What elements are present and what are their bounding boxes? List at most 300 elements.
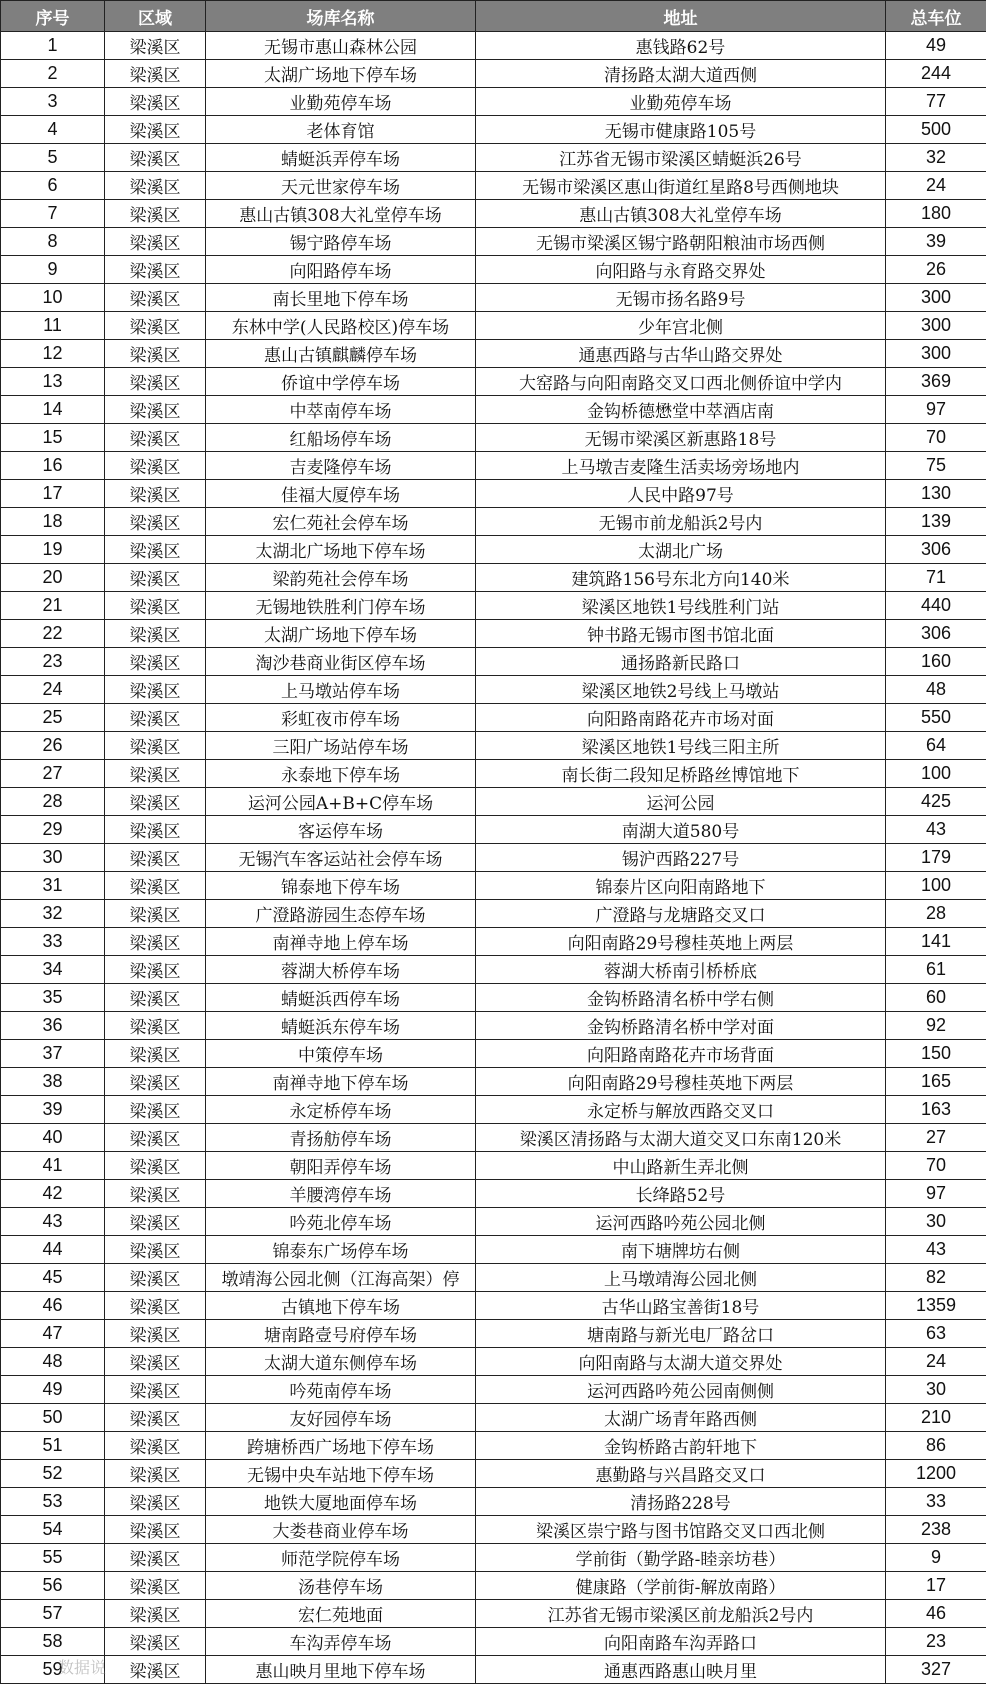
- cell-district: 梁溪区: [105, 1208, 206, 1236]
- cell-index: 21: [1, 592, 105, 620]
- cell-district: 梁溪区: [105, 1012, 206, 1040]
- cell-lot-name: 东林中学(人民路校区)停车场: [206, 312, 476, 340]
- table-row: [1, 256, 986, 284]
- cell-total-spaces: 440: [886, 592, 986, 620]
- cell-total-spaces: 24: [886, 1348, 986, 1376]
- cell-district: 梁溪区: [105, 704, 206, 732]
- cell-total-spaces: 130: [886, 480, 986, 508]
- cell-lot-name: 中萃南停车场: [206, 396, 476, 424]
- cell-total-spaces: 28: [886, 900, 986, 928]
- cell-district: 梁溪区: [105, 1600, 206, 1628]
- cell-index: 42: [1, 1180, 105, 1208]
- cell-index: 47: [1, 1320, 105, 1348]
- cell-address: 梁溪区地铁1号线胜利门站: [476, 592, 886, 620]
- table-row: [1, 1376, 986, 1404]
- cell-index: 23: [1, 648, 105, 676]
- table-row: [1, 172, 986, 200]
- cell-index: 22: [1, 620, 105, 648]
- cell-total-spaces: 163: [886, 1096, 986, 1124]
- cell-index: 7: [1, 200, 105, 228]
- cell-index: 57: [1, 1600, 105, 1628]
- cell-district: 梁溪区: [105, 1516, 206, 1544]
- cell-total-spaces: 150: [886, 1040, 986, 1068]
- table-row: [1, 1208, 986, 1236]
- cell-total-spaces: 92: [886, 1012, 986, 1040]
- cell-index: 43: [1, 1208, 105, 1236]
- cell-index: 29: [1, 816, 105, 844]
- cell-lot-name: 惠山古镇308大礼堂停车场: [206, 200, 476, 228]
- cell-total-spaces: 1359: [886, 1292, 986, 1320]
- cell-address: 无锡市健康路105号: [476, 116, 886, 144]
- table-row: [1, 1432, 986, 1460]
- cell-index: 17: [1, 480, 105, 508]
- table-row: [1, 844, 986, 872]
- cell-district: 梁溪区: [105, 452, 206, 480]
- cell-district: 梁溪区: [105, 88, 206, 116]
- cell-index: 12: [1, 340, 105, 368]
- table-row: [1, 704, 986, 732]
- cell-address: 无锡市前龙船浜2号内: [476, 508, 886, 536]
- cell-total-spaces: 180: [886, 200, 986, 228]
- cell-address: 业勤苑停车场: [476, 88, 886, 116]
- table-row: [1, 1236, 986, 1264]
- cell-district: 梁溪区: [105, 1376, 206, 1404]
- cell-total-spaces: 425: [886, 788, 986, 816]
- cell-address: 古华山路宝善街18号: [476, 1292, 886, 1320]
- table-row: [1, 872, 986, 900]
- cell-index: 46: [1, 1292, 105, 1320]
- cell-district: 梁溪区: [105, 340, 206, 368]
- table-row: [1, 788, 986, 816]
- cell-address: 上马墩吉麦隆生活卖场旁场地内: [476, 452, 886, 480]
- cell-index: 35: [1, 984, 105, 1012]
- cell-total-spaces: 300: [886, 340, 986, 368]
- cell-total-spaces: 71: [886, 564, 986, 592]
- cell-lot-name: 吉麦隆停车场: [206, 452, 476, 480]
- cell-total-spaces: 64: [886, 732, 986, 760]
- cell-address: 运河西路吟苑公园北侧: [476, 1208, 886, 1236]
- cell-lot-name: 业勤苑停车场: [206, 88, 476, 116]
- cell-index: 8: [1, 228, 105, 256]
- cell-address: 清扬路太湖大道西侧: [476, 60, 886, 88]
- table-row: [1, 60, 986, 88]
- table-row: [1, 592, 986, 620]
- cell-district: 梁溪区: [105, 872, 206, 900]
- table-row: [1, 1656, 986, 1684]
- cell-lot-name: 锦泰东广场停车场: [206, 1236, 476, 1264]
- cell-lot-name: 惠山映月里地下停车场: [206, 1656, 476, 1684]
- cell-district: 梁溪区: [105, 1180, 206, 1208]
- cell-total-spaces: 70: [886, 1152, 986, 1180]
- cell-index: 18: [1, 508, 105, 536]
- cell-lot-name: 太湖大道东侧停车场: [206, 1348, 476, 1376]
- cell-lot-name: 太湖北广场地下停车场: [206, 536, 476, 564]
- table-row: [1, 928, 986, 956]
- cell-address: 锡沪西路227号: [476, 844, 886, 872]
- cell-lot-name: 宏仁苑社会停车场: [206, 508, 476, 536]
- cell-district: 梁溪区: [105, 928, 206, 956]
- cell-district: 梁溪区: [105, 900, 206, 928]
- cell-lot-name: 汤巷停车场: [206, 1572, 476, 1600]
- cell-lot-name: 淘沙巷商业街区停车场: [206, 648, 476, 676]
- cell-district: 梁溪区: [105, 1292, 206, 1320]
- cell-district: 梁溪区: [105, 648, 206, 676]
- cell-lot-name: 向阳路停车场: [206, 256, 476, 284]
- cell-total-spaces: 9: [886, 1544, 986, 1572]
- cell-address: 梁溪区地铁1号线三阳主所: [476, 732, 886, 760]
- table-row: [1, 648, 986, 676]
- cell-total-spaces: 24: [886, 172, 986, 200]
- cell-address: 蓉湖大桥南引桥桥底: [476, 956, 886, 984]
- table-row: [1, 228, 986, 256]
- cell-district: 梁溪区: [105, 116, 206, 144]
- cell-district: 梁溪区: [105, 1488, 206, 1516]
- cell-total-spaces: 1200: [886, 1460, 986, 1488]
- cell-index: 59: [1, 1656, 105, 1684]
- cell-lot-name: 侨谊中学停车场: [206, 368, 476, 396]
- cell-address: 学前街（勤学路-睦亲坊巷）: [476, 1544, 886, 1572]
- cell-address: 金钩桥路古韵轩地下: [476, 1432, 886, 1460]
- cell-total-spaces: 165: [886, 1068, 986, 1096]
- cell-address: 梁溪区清扬路与太湖大道交叉口东南120米: [476, 1124, 886, 1152]
- cell-total-spaces: 30: [886, 1376, 986, 1404]
- cell-lot-name: 师范学院停车场: [206, 1544, 476, 1572]
- cell-district: 梁溪区: [105, 1460, 206, 1488]
- table-row: [1, 1292, 986, 1320]
- cell-lot-name: 古镇地下停车场: [206, 1292, 476, 1320]
- cell-total-spaces: 32: [886, 144, 986, 172]
- cell-district: 梁溪区: [105, 1432, 206, 1460]
- cell-district: 梁溪区: [105, 732, 206, 760]
- cell-address: 金钩桥德懋堂中萃酒店南: [476, 396, 886, 424]
- table-row: [1, 1264, 986, 1292]
- cell-district: 梁溪区: [105, 620, 206, 648]
- cell-lot-name: 运河公园A+B+C停车场: [206, 788, 476, 816]
- cell-district: 梁溪区: [105, 1096, 206, 1124]
- cell-district: 梁溪区: [105, 1040, 206, 1068]
- cell-district: 梁溪区: [105, 1124, 206, 1152]
- cell-total-spaces: 77: [886, 88, 986, 116]
- cell-address: 人民中路97号: [476, 480, 886, 508]
- table-row: [1, 536, 986, 564]
- table-row: [1, 508, 986, 536]
- cell-total-spaces: 39: [886, 228, 986, 256]
- cell-index: 36: [1, 1012, 105, 1040]
- cell-total-spaces: 238: [886, 1516, 986, 1544]
- cell-address: 南长街二段知足桥路丝博馆地下: [476, 760, 886, 788]
- table-row: [1, 1320, 986, 1348]
- cell-total-spaces: 46: [886, 1600, 986, 1628]
- cell-address: 南下塘牌坊右侧: [476, 1236, 886, 1264]
- table-row: [1, 1012, 986, 1040]
- cell-address: 金钩桥路清名桥中学对面: [476, 1012, 886, 1040]
- cell-address: 锦泰片区向阳南路地下: [476, 872, 886, 900]
- cell-address: 南湖大道580号: [476, 816, 886, 844]
- cell-address: 向阳南路29号穆桂英地上两层: [476, 928, 886, 956]
- cell-total-spaces: 49: [886, 32, 986, 60]
- cell-district: 梁溪区: [105, 564, 206, 592]
- cell-index: 20: [1, 564, 105, 592]
- cell-total-spaces: 160: [886, 648, 986, 676]
- table-row: [1, 956, 986, 984]
- cell-total-spaces: 48: [886, 676, 986, 704]
- cell-lot-name: 惠山古镇麒麟停车场: [206, 340, 476, 368]
- table-row: [1, 1628, 986, 1656]
- cell-total-spaces: 300: [886, 312, 986, 340]
- cell-total-spaces: 30: [886, 1208, 986, 1236]
- cell-address: 无锡市梁溪区锡宁路朝阳粮油市场西侧: [476, 228, 886, 256]
- table-row: [1, 340, 986, 368]
- cell-index: 9: [1, 256, 105, 284]
- cell-total-spaces: 23: [886, 1628, 986, 1656]
- cell-index: 48: [1, 1348, 105, 1376]
- table-row: [1, 424, 986, 452]
- table-row: [1, 396, 986, 424]
- cell-lot-name: 朝阳弄停车场: [206, 1152, 476, 1180]
- cell-index: 31: [1, 872, 105, 900]
- table-row: [1, 88, 986, 116]
- cell-index: 55: [1, 1544, 105, 1572]
- cell-index: 10: [1, 284, 105, 312]
- cell-index: 2: [1, 60, 105, 88]
- table-row: [1, 144, 986, 172]
- cell-index: 4: [1, 116, 105, 144]
- table-row: [1, 1040, 986, 1068]
- cell-index: 32: [1, 900, 105, 928]
- cell-address: 通惠西路与古华山路交界处: [476, 340, 886, 368]
- cell-lot-name: 吟苑南停车场: [206, 1376, 476, 1404]
- cell-lot-name: 红船场停车场: [206, 424, 476, 452]
- cell-index: 11: [1, 312, 105, 340]
- cell-index: 27: [1, 760, 105, 788]
- cell-index: 30: [1, 844, 105, 872]
- cell-district: 梁溪区: [105, 1572, 206, 1600]
- cell-lot-name: 永泰地下停车场: [206, 760, 476, 788]
- table-row: [1, 1600, 986, 1628]
- cell-district: 梁溪区: [105, 228, 206, 256]
- cell-address: 太湖北广场: [476, 536, 886, 564]
- cell-total-spaces: 70: [886, 424, 986, 452]
- cell-district: 梁溪区: [105, 424, 206, 452]
- cell-lot-name: 太湖广场地下停车场: [206, 60, 476, 88]
- table-row: [1, 480, 986, 508]
- table-row: [1, 1096, 986, 1124]
- cell-index: 50: [1, 1404, 105, 1432]
- cell-total-spaces: 82: [886, 1264, 986, 1292]
- cell-total-spaces: 33: [886, 1488, 986, 1516]
- cell-lot-name: 跨塘桥西广场地下停车场: [206, 1432, 476, 1460]
- cell-total-spaces: 17: [886, 1572, 986, 1600]
- cell-index: 5: [1, 144, 105, 172]
- table-row: [1, 116, 986, 144]
- cell-district: 梁溪区: [105, 1628, 206, 1656]
- table-row: [1, 1180, 986, 1208]
- cell-index: 3: [1, 88, 105, 116]
- table-row: [1, 1348, 986, 1376]
- cell-total-spaces: 61: [886, 956, 986, 984]
- cell-district: 梁溪区: [105, 144, 206, 172]
- cell-index: 13: [1, 368, 105, 396]
- cell-address: 江苏省无锡市梁溪区蜻蜓浜26号: [476, 144, 886, 172]
- table-row: [1, 284, 986, 312]
- header-district: 区域: [105, 1, 206, 32]
- cell-lot-name: 青扬舫停车场: [206, 1124, 476, 1152]
- cell-lot-name: 无锡地铁胜利门停车场: [206, 592, 476, 620]
- cell-lot-name: 友好园停车场: [206, 1404, 476, 1432]
- cell-lot-name: 墩靖海公园北侧（江海高架）停: [206, 1264, 476, 1292]
- table-row: [1, 1572, 986, 1600]
- cell-lot-name: 锡宁路停车场: [206, 228, 476, 256]
- watermark-text: 数据说: [58, 1658, 107, 1677]
- cell-district: 梁溪区: [105, 1656, 206, 1684]
- cell-total-spaces: 141: [886, 928, 986, 956]
- cell-lot-name: 塘南路壹号府停车场: [206, 1320, 476, 1348]
- cell-lot-name: 佳福大厦停车场: [206, 480, 476, 508]
- cell-district: 梁溪区: [105, 312, 206, 340]
- cell-total-spaces: 27: [886, 1124, 986, 1152]
- cell-lot-name: 永定桥停车场: [206, 1096, 476, 1124]
- cell-lot-name: 无锡市惠山森林公园: [206, 32, 476, 60]
- cell-index: 28: [1, 788, 105, 816]
- cell-district: 梁溪区: [105, 1348, 206, 1376]
- cell-total-spaces: 26: [886, 256, 986, 284]
- cell-district: 梁溪区: [105, 760, 206, 788]
- cell-index: 24: [1, 676, 105, 704]
- cell-index: 51: [1, 1432, 105, 1460]
- cell-index: 38: [1, 1068, 105, 1096]
- table-row: [1, 900, 986, 928]
- cell-district: 梁溪区: [105, 480, 206, 508]
- table-body: [1, 32, 986, 1684]
- cell-total-spaces: 327: [886, 1656, 986, 1684]
- cell-index: 41: [1, 1152, 105, 1180]
- cell-district: 梁溪区: [105, 844, 206, 872]
- cell-address: 金钩桥路清名桥中学右侧: [476, 984, 886, 1012]
- cell-index: 54: [1, 1516, 105, 1544]
- cell-lot-name: 蜻蜓浜东停车场: [206, 1012, 476, 1040]
- cell-address: 通扬路新民路口: [476, 648, 886, 676]
- cell-address: 惠山古镇308大礼堂停车场: [476, 200, 886, 228]
- cell-lot-name: 蓉湖大桥停车场: [206, 956, 476, 984]
- cell-address: 长绛路52号: [476, 1180, 886, 1208]
- cell-total-spaces: 97: [886, 1180, 986, 1208]
- cell-address: 健康路（学前街-解放南路）: [476, 1572, 886, 1600]
- cell-lot-name: 车沟弄停车场: [206, 1628, 476, 1656]
- cell-district: 梁溪区: [105, 956, 206, 984]
- cell-total-spaces: 550: [886, 704, 986, 732]
- cell-district: 梁溪区: [105, 1264, 206, 1292]
- cell-address: 向阳南路车沟弄路口: [476, 1628, 886, 1656]
- cell-district: 梁溪区: [105, 172, 206, 200]
- cell-total-spaces: 139: [886, 508, 986, 536]
- cell-total-spaces: 43: [886, 816, 986, 844]
- cell-address: 向阳路南路花卉市场对面: [476, 704, 886, 732]
- cell-lot-name: 中策停车场: [206, 1040, 476, 1068]
- cell-total-spaces: 244: [886, 60, 986, 88]
- cell-index: 39: [1, 1096, 105, 1124]
- cell-lot-name: 宏仁苑地面: [206, 1600, 476, 1628]
- cell-index: 6: [1, 172, 105, 200]
- cell-total-spaces: 43: [886, 1236, 986, 1264]
- header-index: 序号: [1, 1, 105, 32]
- cell-address: 梁溪区崇宁路与图书馆路交叉口西北侧: [476, 1516, 886, 1544]
- cell-index: 45: [1, 1264, 105, 1292]
- cell-lot-name: 南禅寺地上停车场: [206, 928, 476, 956]
- cell-lot-name: 蜻蜓浜弄停车场: [206, 144, 476, 172]
- cell-index: 16: [1, 452, 105, 480]
- header-lot-name: 场库名称: [206, 1, 476, 32]
- cell-district: 梁溪区: [105, 508, 206, 536]
- table-row: [1, 452, 986, 480]
- cell-address: 无锡市梁溪区新惠路18号: [476, 424, 886, 452]
- cell-lot-name: 羊腰湾停车场: [206, 1180, 476, 1208]
- cell-district: 梁溪区: [105, 536, 206, 564]
- cell-lot-name: 南长里地下停车场: [206, 284, 476, 312]
- cell-address: 上马墩靖海公园北侧: [476, 1264, 886, 1292]
- cell-index: 25: [1, 704, 105, 732]
- cell-district: 梁溪区: [105, 368, 206, 396]
- table-row: [1, 1460, 986, 1488]
- cell-address: 塘南路与新光电厂路岔口: [476, 1320, 886, 1348]
- cell-address: 向阳路南路花卉市场背面: [476, 1040, 886, 1068]
- cell-address: 运河公园: [476, 788, 886, 816]
- table-row: [1, 1544, 986, 1572]
- cell-address: 向阳南路与太湖大道交界处: [476, 1348, 886, 1376]
- header-row: [1, 1, 986, 32]
- cell-total-spaces: 306: [886, 536, 986, 564]
- cell-district: 梁溪区: [105, 1320, 206, 1348]
- cell-address: 梁溪区地铁2号线上马墩站: [476, 676, 886, 704]
- cell-address: 少年宫北侧: [476, 312, 886, 340]
- cell-lot-name: 南禅寺地下停车场: [206, 1068, 476, 1096]
- cell-total-spaces: 210: [886, 1404, 986, 1432]
- cell-lot-name: 锦泰地下停车场: [206, 872, 476, 900]
- cell-total-spaces: 60: [886, 984, 986, 1012]
- cell-district: 梁溪区: [105, 1544, 206, 1572]
- cell-district: 梁溪区: [105, 32, 206, 60]
- cell-total-spaces: 63: [886, 1320, 986, 1348]
- cell-district: 梁溪区: [105, 1404, 206, 1432]
- cell-index: 19: [1, 536, 105, 564]
- table-row: [1, 984, 986, 1012]
- table-row: [1, 732, 986, 760]
- cell-total-spaces: 86: [886, 1432, 986, 1460]
- cell-lot-name: 上马墩站停车场: [206, 676, 476, 704]
- cell-district: 梁溪区: [105, 984, 206, 1012]
- cell-district: 梁溪区: [105, 396, 206, 424]
- cell-index: 34: [1, 956, 105, 984]
- header-address: 地址: [476, 1, 886, 32]
- table-row: [1, 1068, 986, 1096]
- cell-index: 1: [1, 32, 105, 60]
- table-row: [1, 620, 986, 648]
- cell-address: 向阳南路29号穆桂英地下两层: [476, 1068, 886, 1096]
- table-row: [1, 32, 986, 60]
- cell-lot-name: 三阳广场站停车场: [206, 732, 476, 760]
- table-row: [1, 1124, 986, 1152]
- cell-district: 梁溪区: [105, 200, 206, 228]
- table-header: [1, 1, 986, 32]
- cell-address: 永定桥与解放西路交叉口: [476, 1096, 886, 1124]
- table-row: [1, 200, 986, 228]
- cell-index: 14: [1, 396, 105, 424]
- cell-index: 26: [1, 732, 105, 760]
- cell-district: 梁溪区: [105, 284, 206, 312]
- cell-address: 通惠西路惠山映月里: [476, 1656, 886, 1684]
- cell-total-spaces: 306: [886, 620, 986, 648]
- cell-total-spaces: 500: [886, 116, 986, 144]
- cell-lot-name: 无锡中央车站地下停车场: [206, 1460, 476, 1488]
